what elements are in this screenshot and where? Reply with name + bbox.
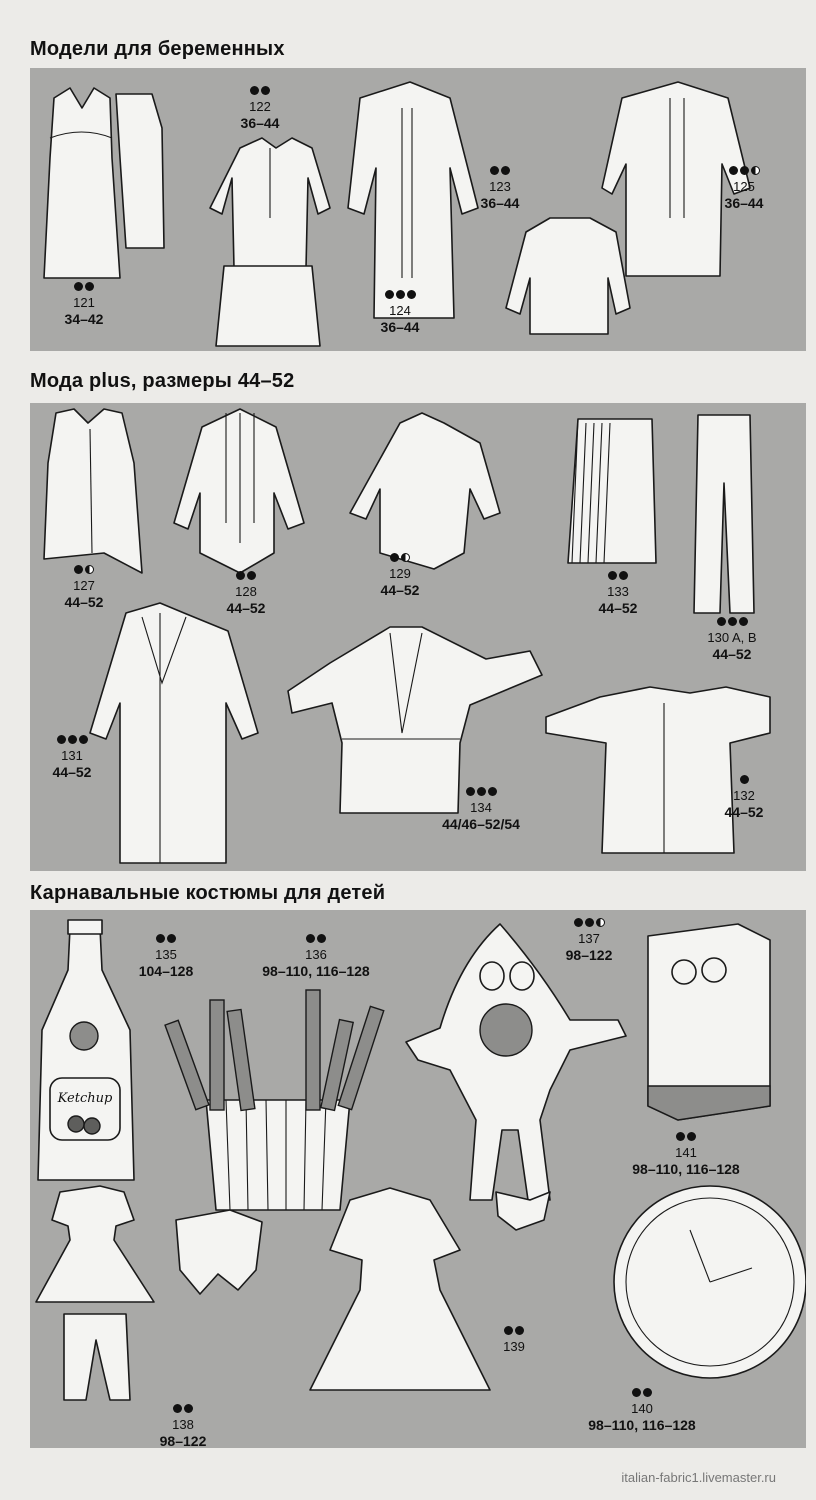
section-title-plus: Мода plus, размеры 44–52 — [30, 370, 295, 392]
model-133-label: 133 44–52 — [588, 571, 648, 617]
model-137-label: 137 98–122 — [554, 918, 624, 964]
model-134-label: 134 44/46–52/54 — [426, 787, 536, 833]
plus-drawings — [30, 403, 806, 871]
model-140-label: 140 98–110, 116–128 — [552, 1388, 732, 1434]
watermark-text: italian-fabric1.livemaster.ru — [621, 1470, 776, 1485]
model-127-label: 127 44–52 — [54, 565, 114, 611]
section-title-carnival: Карнавальные костюмы для детей — [30, 882, 386, 904]
ketchup-label-text: Ketchup — [57, 1091, 113, 1106]
panel-plus — [30, 403, 806, 871]
model-123-label: 123 36–44 — [470, 166, 530, 212]
model-130-label: 130 A, B 44–52 — [692, 617, 772, 663]
carnival-drawings — [30, 910, 806, 1448]
model-129-label: 129 44–52 — [370, 553, 430, 599]
model-136-label: 136 98–110, 116–128 — [246, 934, 386, 980]
panel-carnival — [30, 910, 806, 1448]
model-125-label: 125 36–44 — [714, 166, 774, 212]
panel-maternity — [30, 68, 806, 351]
model-124-label: 124 36–44 — [370, 290, 430, 336]
section-title-maternity: Модели для беременных — [30, 38, 285, 60]
model-131-label: 131 44–52 — [42, 735, 102, 781]
model-135-label: 135 104–128 — [126, 934, 206, 980]
model-122-label: 122 36–44 — [230, 86, 290, 132]
model-132-label: 132 44–52 — [714, 775, 774, 821]
model-128-label: 128 44–52 — [216, 571, 276, 617]
model-139-label: 139 — [484, 1326, 544, 1355]
model-121-label: 121 34–42 — [54, 282, 114, 328]
model-138-label: 138 98–122 — [148, 1404, 218, 1450]
model-141-label: 141 98–110, 116–128 — [616, 1132, 756, 1178]
